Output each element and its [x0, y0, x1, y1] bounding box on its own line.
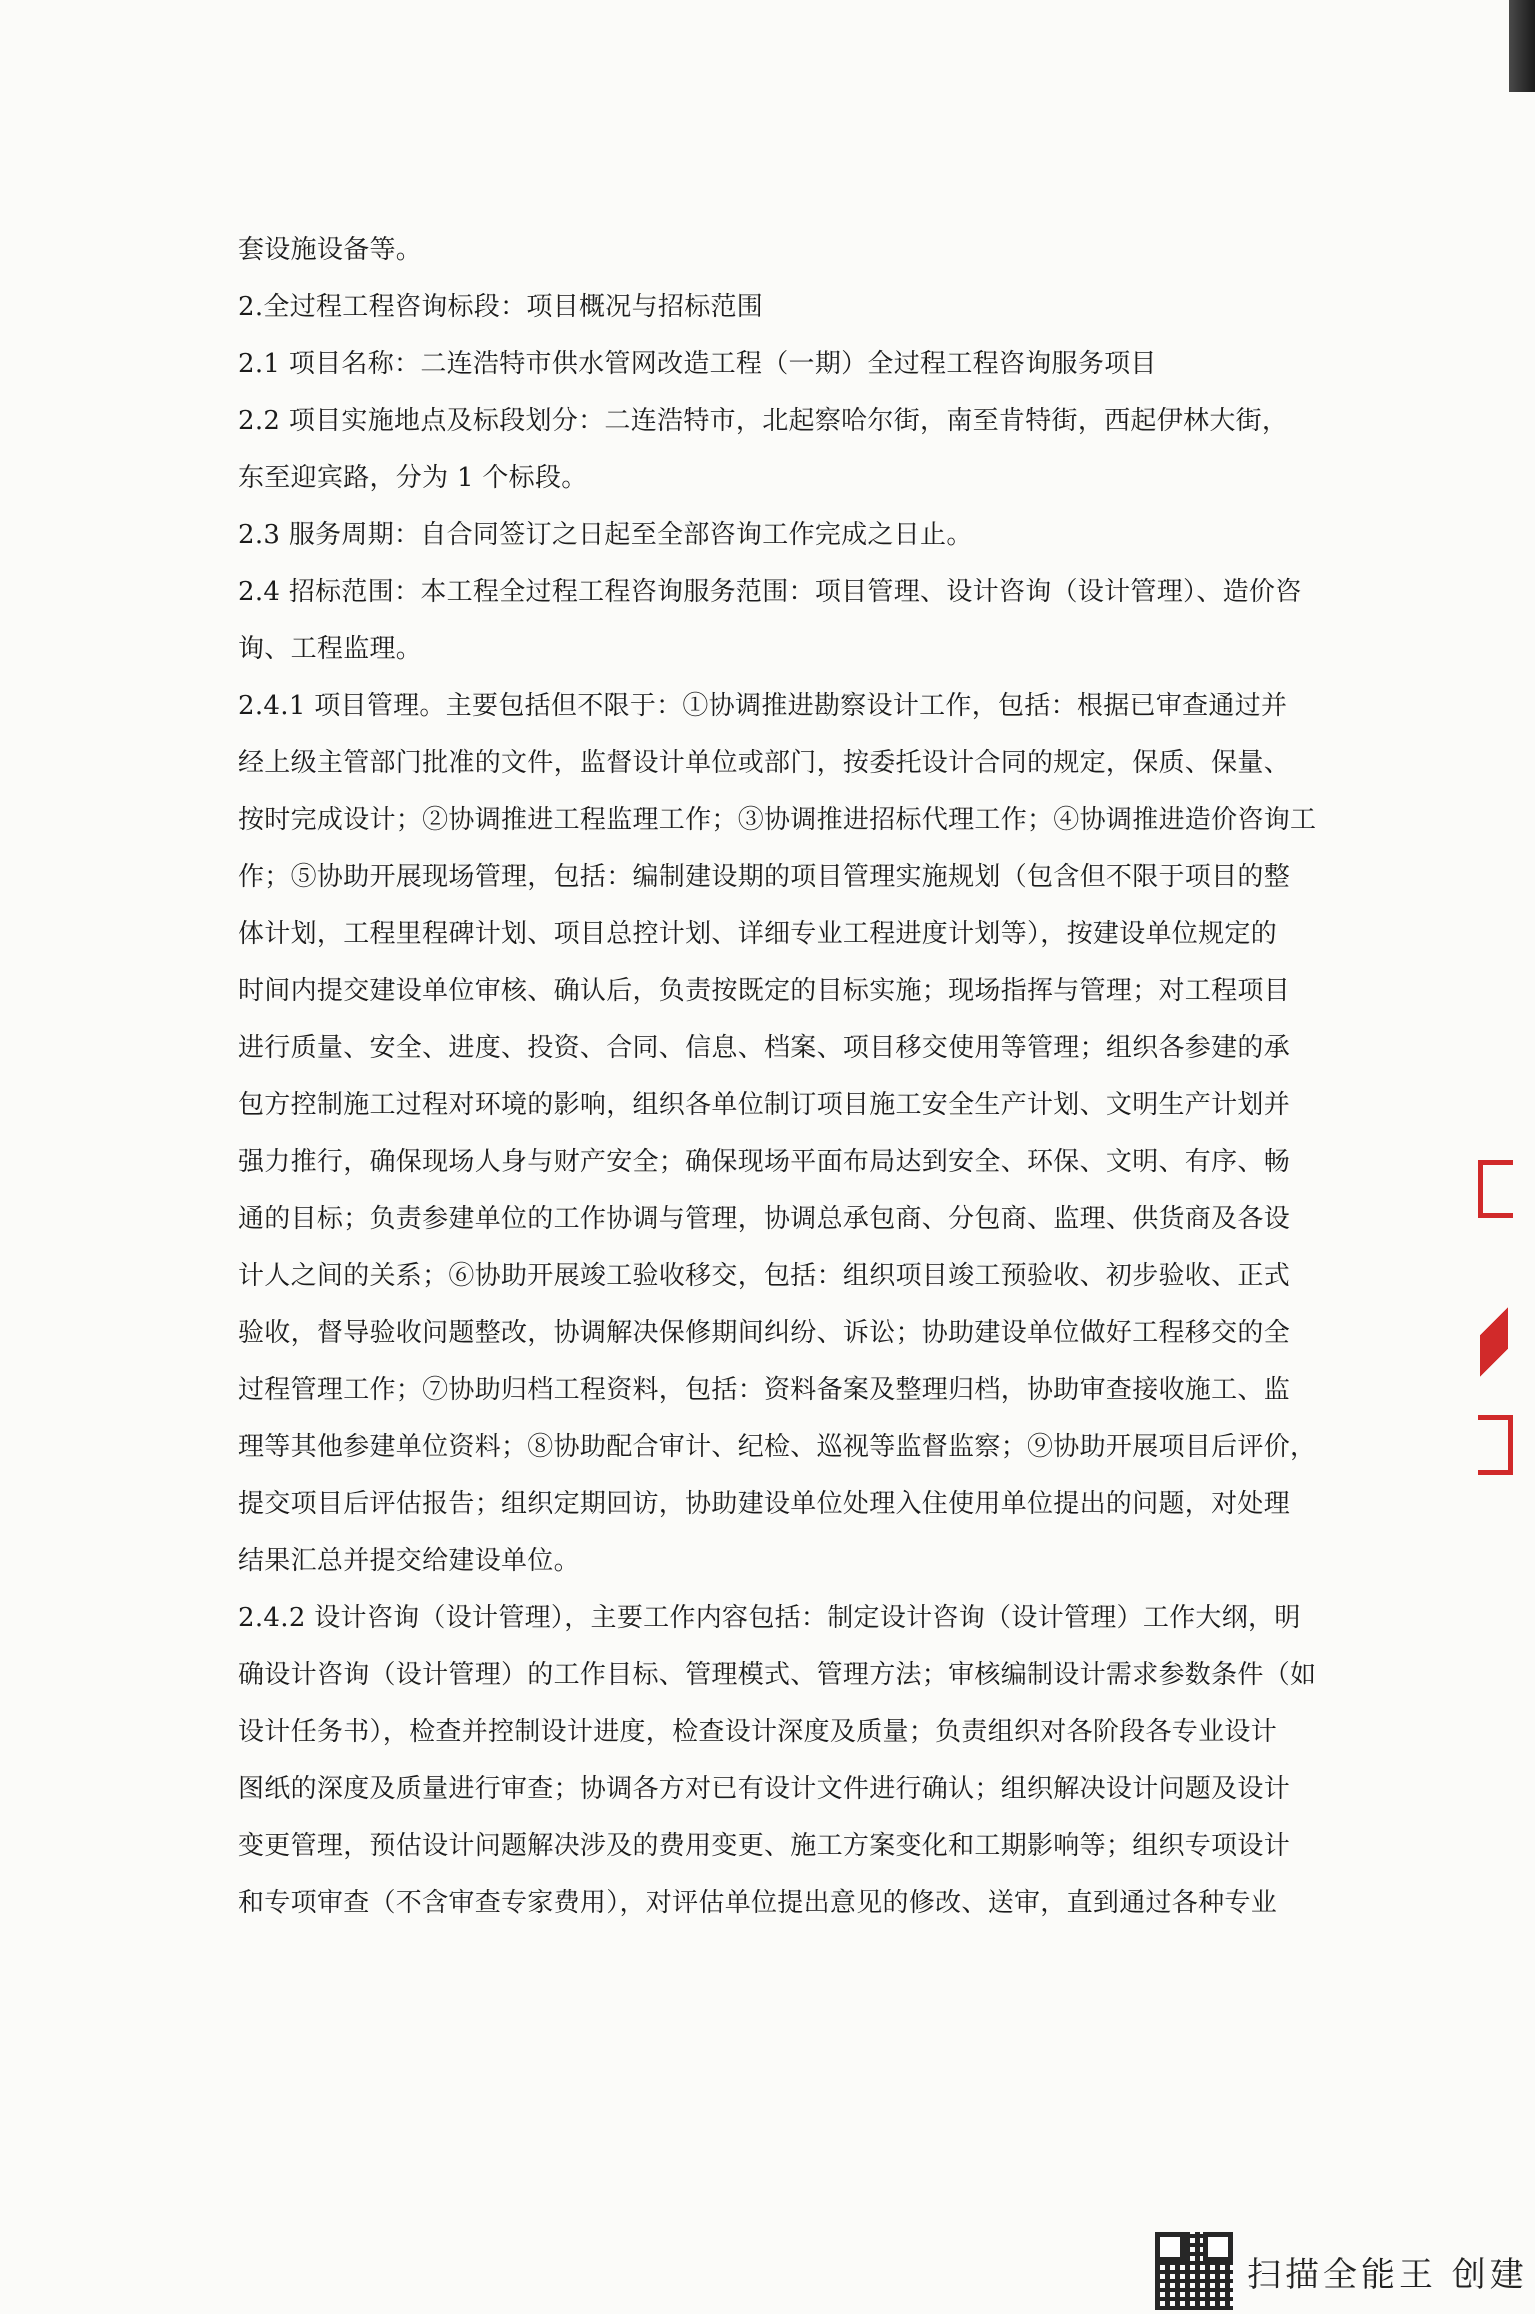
text-line: 体计划，工程里程碑计划、项目总控计划、详细专业工程进度计划等），按建设单位规定的 — [238, 919, 1278, 949]
text-line: 通的目标；负责参建单位的工作协调与管理，协调总承包商、分包商、监理、供货商及各设 — [238, 1204, 1291, 1234]
text-line: 变更管理，预估设计问题解决涉及的费用变更、施工方案变化和工期影响等；组织专项设计 — [238, 1831, 1291, 1861]
text-line: 2.4.1 项目管理。主要包括但不限于：①协调推进勘察设计工作，包括：根据已审查通过并 — [238, 691, 1288, 721]
text-line: 2.2 项目实施地点及标段划分：二连浩特市，北起察哈尔街，南至肯特街，西起伊林大街， — [238, 406, 1289, 436]
text-line: 和专项审查（不含审查专家费用），对评估单位提出意见的修改、送审，直到通过各种专业 — [238, 1888, 1278, 1918]
text-line: 时间内提交建设单位审核、确认后，负责按既定的目标实施；现场指挥与管理；对工程项目 — [238, 976, 1291, 1006]
text-line: 进行质量、安全、进度、投资、合同、信息、档案、项目移交使用等管理；组织各参建的承 — [238, 1033, 1291, 1063]
text-line: 2.4.2 设计咨询（设计管理），主要工作内容包括：制定设计咨询（设计管理）工作大纲，明 — [238, 1603, 1301, 1633]
text-line: 计人之间的关系；⑥协助开展竣工验收移交，包括：组织项目竣工预验收、初步验收、正式 — [238, 1261, 1291, 1291]
scan-edge-shadow — [1509, 0, 1535, 92]
text-line: 确设计咨询（设计管理）的工作目标、管理模式、管理方法；审核编制设计需求参数条件（如 — [238, 1660, 1317, 1690]
text-line: 经上级主管部门批准的文件，监督设计单位或部门，按委托设计合同的规定，保质、保量、 — [238, 748, 1291, 778]
text-line: 2.3 服务周期：自合同签订之日起至全部咨询工作完成之日止。 — [238, 520, 973, 550]
text-line: 结果汇总并提交给建设单位。 — [238, 1546, 580, 1576]
section-heading: 2.全过程工程咨询标段：项目概况与招标范围 — [238, 292, 764, 322]
qr-code-icon — [1155, 2232, 1233, 2310]
text-line: 强力推行，确保现场人身与财产安全；确保现场平面布局达到安全、环保、文明、有序、畅 — [238, 1147, 1291, 1177]
watermark-brand: 扫描全能王 创建 — [1247, 2254, 1528, 2295]
text-line: 套设施设备等。 — [238, 235, 423, 265]
document-body — [238, 222, 1317, 1932]
text-line: 提交项目后评估报告；组织定期回访，协助建设单位处理入住使用单位提出的问题，对处理 — [238, 1489, 1291, 1519]
text-line: 东至迎宾路，分为 1 个标段。 — [238, 463, 588, 493]
text-line: 作；⑤协助开展现场管理，包括：编制建设期的项目管理实施规划（包含但不限于项目的整 — [238, 862, 1291, 892]
scanner-watermark — [1155, 2232, 1528, 2310]
text-line: 2.1 项目名称：二连浩特市供水管网改造工程（一期）全过程工程咨询服务项目 — [238, 349, 1157, 379]
text-line: 包方控制施工过程对环境的影响，组织各单位制订项目施工安全生产计划、文明生产计划并 — [238, 1090, 1291, 1120]
text-line: 设计任务书），检查并控制设计进度，检查设计深度及质量；负责组织对各阶段各专业设计 — [238, 1717, 1278, 1747]
text-line: 验收，督导验收问题整改，协调解决保修期间纠纷、诉讼；协助建设单位做好工程移交的全 — [238, 1318, 1291, 1348]
text-line: 图纸的深度及质量进行审查；协调各方对已有设计文件进行确认；组织解决设计问题及设计 — [238, 1774, 1291, 1804]
text-line: 理等其他参建单位资料；⑧协助配合审计、纪检、巡视等监督监察；⑨协助开展项目后评价， — [238, 1432, 1317, 1462]
text-line: 询、工程监理。 — [238, 634, 423, 664]
text-line: 按时完成设计；②协调推进工程监理工作；③协调推进招标代理工作；④协调推进造价咨询工 — [238, 805, 1317, 835]
text-line: 过程管理工作；⑦协助归档工程资料，包括：资料备案及整理归档，协助审查接收施工、监 — [238, 1375, 1291, 1405]
text-line: 2.4 招标范围：本工程全过程工程咨询服务范围：项目管理、设计咨询（设计管理）、造价咨 — [238, 577, 1302, 607]
red-seal-stamp — [1478, 1160, 1518, 1470]
